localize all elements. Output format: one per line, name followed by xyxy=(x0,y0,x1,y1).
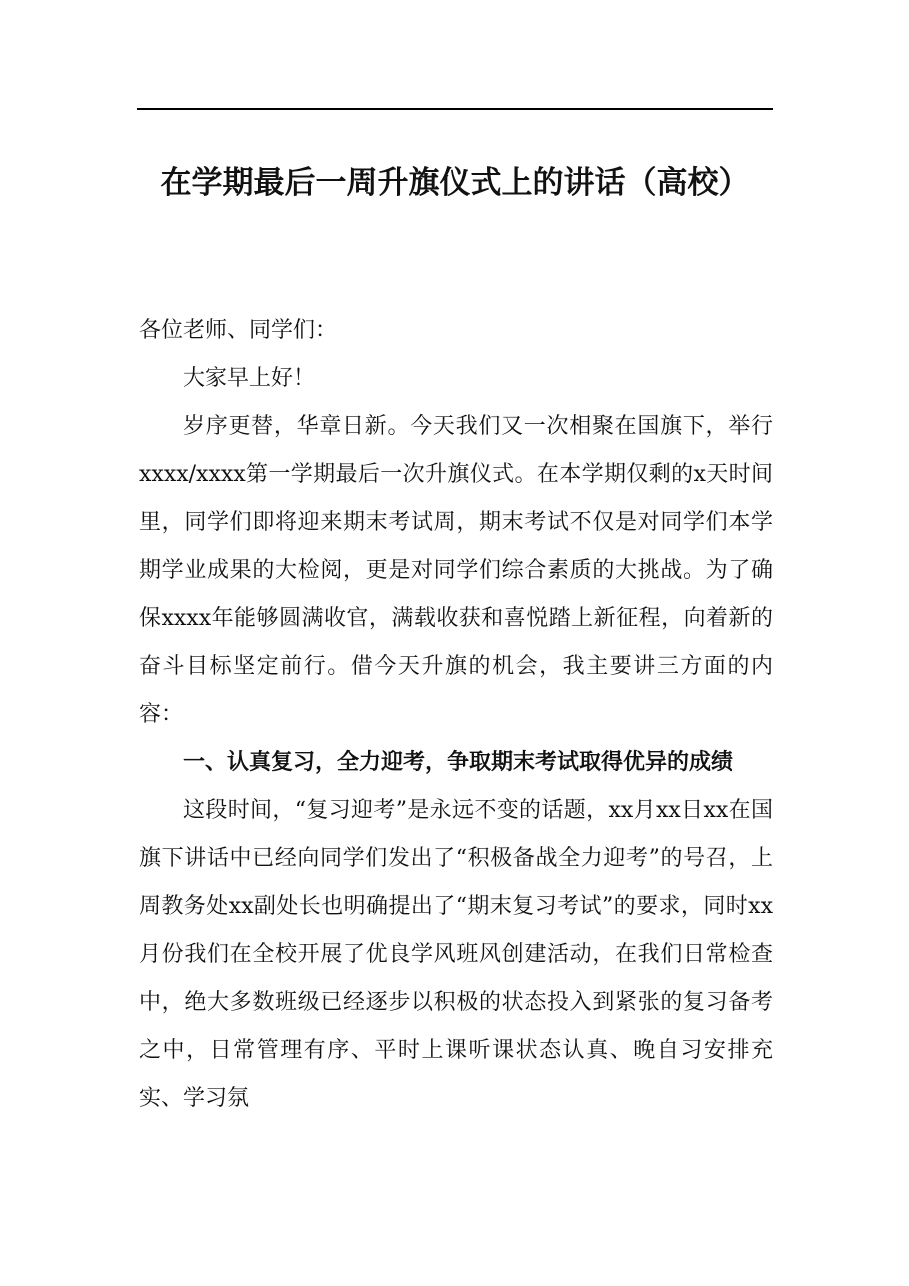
paragraph-review: 这段时间，“复习迎考”是永远不变的话题，xx月xx日xx在国旗下讲话中已经向同学们发出了“积极备战全力迎考”的号召，上周教务处xx副处长也明确提出了“期末复习考试”的要求，同时xx月份我们在全校开展了优良学风班风创建活动，在我们日常检查中，绝大多数班级已经逐步以积极的状态投入到紧张的复习备考之中，日常管理有序、平时上课听课状态认真、晚自习安排充实、学习氛 xyxy=(139,798,773,1111)
salutation: 各位老师、同学们： xyxy=(139,318,338,343)
section-heading: 一、认真复习，全力迎考，争取期末考试取得优异的成绩 xyxy=(183,750,734,775)
header-rule xyxy=(137,108,773,110)
document-body xyxy=(139,307,773,1123)
paragraph-intro: 岁序更替，华章日新。今天我们又一次相聚在国旗下，举行xxxx/xxxx第一学期最后一次升旗仪式。在本学期仅剩的x天时间里，同学们即将迎来期末考试周，期末考试不仅是对同学们本学期学业成果的大检阅，更是对同学们综合素质的大挑战。为了确保xxxx年能够圆满收官，满载收获和喜悦踏上新征程，向着新的奋斗目标坚定前行。借今天升旗的机会，我主要讲三方面的内容： xyxy=(139,414,773,727)
document-title: 在学期最后一周升旗仪式上的讲话（高校） xyxy=(160,165,750,201)
greeting: 大家早上好！ xyxy=(183,366,316,391)
